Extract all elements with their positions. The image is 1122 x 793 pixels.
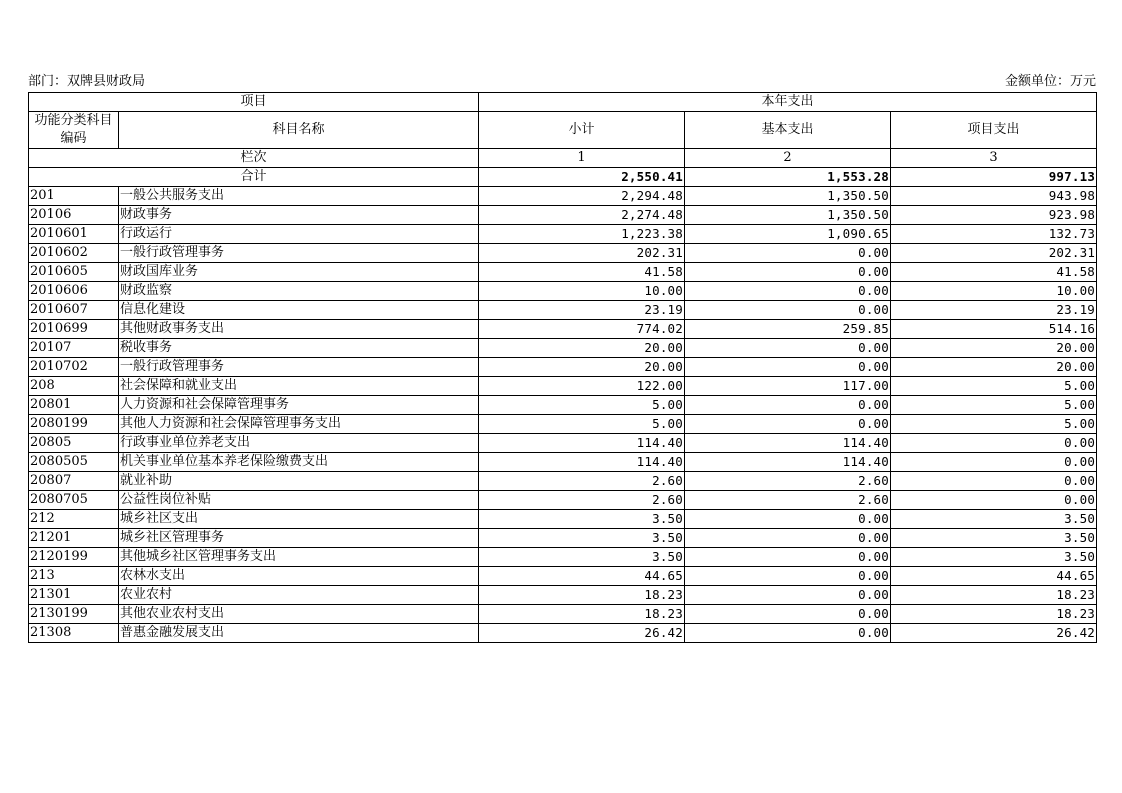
- row-project: 923.98: [891, 206, 1097, 225]
- row-name: 信息化建设: [119, 301, 479, 320]
- row-subtotal: 23.19: [479, 301, 685, 320]
- row-code: 2010702: [29, 358, 119, 377]
- row-name: 机关事业单位基本养老保险缴费支出: [119, 453, 479, 472]
- row-basic: 0.00: [685, 263, 891, 282]
- row-code: 20807: [29, 472, 119, 491]
- row-basic: 2.60: [685, 491, 891, 510]
- index-1: 1: [479, 149, 685, 168]
- table-row: [29, 396, 1097, 415]
- row-basic: 114.40: [685, 434, 891, 453]
- row-name: 普惠金融发展支出: [119, 624, 479, 643]
- row-project: 5.00: [891, 396, 1097, 415]
- row-subtotal: 774.02: [479, 320, 685, 339]
- row-code: 20106: [29, 206, 119, 225]
- table-row: [29, 187, 1097, 206]
- row-basic: 0.00: [685, 624, 891, 643]
- table-row: [29, 605, 1097, 624]
- total-label: 合计: [29, 168, 479, 187]
- row-name: 一般行政管理事务: [119, 358, 479, 377]
- row-name: 城乡社区管理事务: [119, 529, 479, 548]
- row-name: 其他城乡社区管理事务支出: [119, 548, 479, 567]
- row-subtotal: 2,274.48: [479, 206, 685, 225]
- row-project: 0.00: [891, 434, 1097, 453]
- header-group-row: [29, 93, 1097, 112]
- header-basic: 基本支出: [685, 112, 891, 149]
- row-name: 行政运行: [119, 225, 479, 244]
- row-name: 其他农业农村支出: [119, 605, 479, 624]
- row-subtotal: 3.50: [479, 510, 685, 529]
- table-row: [29, 586, 1097, 605]
- row-basic: 0.00: [685, 415, 891, 434]
- table-row: [29, 491, 1097, 510]
- row-code: 2130199: [29, 605, 119, 624]
- table-row: [29, 225, 1097, 244]
- row-name: 公益性岗位补贴: [119, 491, 479, 510]
- table-row: [29, 206, 1097, 225]
- row-project: 23.19: [891, 301, 1097, 320]
- row-project: 26.42: [891, 624, 1097, 643]
- row-name: 财政国库业务: [119, 263, 479, 282]
- row-subtotal: 1,223.38: [479, 225, 685, 244]
- row-basic: 0.00: [685, 282, 891, 301]
- row-basic: 0.00: [685, 529, 891, 548]
- unit-label: 金额单位：万元: [1004, 74, 1096, 89]
- row-code: 2080705: [29, 491, 119, 510]
- row-subtotal: 202.31: [479, 244, 685, 263]
- header-expense-group: 本年支出: [479, 93, 1097, 112]
- index-label: 栏次: [29, 149, 479, 168]
- table-row: [29, 377, 1097, 396]
- row-subtotal: 41.58: [479, 263, 685, 282]
- row-code: 2010699: [29, 320, 119, 339]
- row-subtotal: 3.50: [479, 529, 685, 548]
- row-project: 44.65: [891, 567, 1097, 586]
- header-column-row: [29, 112, 1097, 149]
- header-code: 功能分类科目编码: [29, 112, 119, 149]
- table-row: [29, 453, 1097, 472]
- row-subtotal: 10.00: [479, 282, 685, 301]
- table-row: [29, 510, 1097, 529]
- row-name: 财政事务: [119, 206, 479, 225]
- table-row: [29, 244, 1097, 263]
- row-basic: 0.00: [685, 358, 891, 377]
- row-subtotal: 2.60: [479, 472, 685, 491]
- row-name: 一般行政管理事务: [119, 244, 479, 263]
- row-code: 2010606: [29, 282, 119, 301]
- row-basic: 0.00: [685, 301, 891, 320]
- index-3: 3: [891, 149, 1097, 168]
- table-row: [29, 472, 1097, 491]
- row-subtotal: 44.65: [479, 567, 685, 586]
- header-project-group: 项目: [29, 93, 479, 112]
- row-basic: 1,350.50: [685, 187, 891, 206]
- index-2: 2: [685, 149, 891, 168]
- row-name: 其他财政事务支出: [119, 320, 479, 339]
- row-code: 213: [29, 567, 119, 586]
- row-code: 212: [29, 510, 119, 529]
- row-code: 21201: [29, 529, 119, 548]
- table-row: [29, 529, 1097, 548]
- row-project: 3.50: [891, 510, 1097, 529]
- row-project: 3.50: [891, 548, 1097, 567]
- total-basic: 1,553.28: [685, 168, 891, 187]
- row-name: 农林水支出: [119, 567, 479, 586]
- row-basic: 0.00: [685, 510, 891, 529]
- report-meta: [28, 73, 1096, 91]
- table-row: [29, 567, 1097, 586]
- row-subtotal: 114.40: [479, 434, 685, 453]
- row-subtotal: 18.23: [479, 605, 685, 624]
- row-code: 20107: [29, 339, 119, 358]
- row-project: 41.58: [891, 263, 1097, 282]
- table-row: [29, 320, 1097, 339]
- header-name: 科目名称: [119, 112, 479, 149]
- row-name: 财政监察: [119, 282, 479, 301]
- row-name: 一般公共服务支出: [119, 187, 479, 206]
- row-basic: 2.60: [685, 472, 891, 491]
- row-subtotal: 5.00: [479, 415, 685, 434]
- row-project: 202.31: [891, 244, 1097, 263]
- row-subtotal: 2.60: [479, 491, 685, 510]
- row-code: 21301: [29, 586, 119, 605]
- table-row: [29, 339, 1097, 358]
- row-subtotal: 20.00: [479, 339, 685, 358]
- index-row: [29, 149, 1097, 168]
- row-project: 514.16: [891, 320, 1097, 339]
- row-code: 2010602: [29, 244, 119, 263]
- row-code: 20805: [29, 434, 119, 453]
- row-basic: 259.85: [685, 320, 891, 339]
- row-project: 0.00: [891, 453, 1097, 472]
- row-name: 税收事务: [119, 339, 479, 358]
- row-project: 132.73: [891, 225, 1097, 244]
- row-code: 2010605: [29, 263, 119, 282]
- table-row: [29, 548, 1097, 567]
- table-row: [29, 434, 1097, 453]
- row-subtotal: 122.00: [479, 377, 685, 396]
- row-code: 2120199: [29, 548, 119, 567]
- row-code: 21308: [29, 624, 119, 643]
- row-basic: 0.00: [685, 339, 891, 358]
- row-basic: 117.00: [685, 377, 891, 396]
- row-project: 0.00: [891, 491, 1097, 510]
- total-project: 997.13: [891, 168, 1097, 187]
- row-subtotal: 114.40: [479, 453, 685, 472]
- row-basic: 1,090.65: [685, 225, 891, 244]
- total-row: [29, 168, 1097, 187]
- table-row: [29, 358, 1097, 377]
- row-basic: 114.40: [685, 453, 891, 472]
- row-basic: 0.00: [685, 605, 891, 624]
- table-row: [29, 624, 1097, 643]
- total-subtotal: 2,550.41: [479, 168, 685, 187]
- row-project: 5.00: [891, 415, 1097, 434]
- row-code: 2080199: [29, 415, 119, 434]
- row-name: 城乡社区支出: [119, 510, 479, 529]
- row-code: 20801: [29, 396, 119, 415]
- row-project: 18.23: [891, 586, 1097, 605]
- row-project: 18.23: [891, 605, 1097, 624]
- row-project: 3.50: [891, 529, 1097, 548]
- table-row: [29, 415, 1097, 434]
- header-subtotal: 小计: [479, 112, 685, 149]
- row-project: 5.00: [891, 377, 1097, 396]
- row-subtotal: 2,294.48: [479, 187, 685, 206]
- row-project: 0.00: [891, 472, 1097, 491]
- row-project: 20.00: [891, 339, 1097, 358]
- department-label: 部门：双牌县财政局: [28, 74, 146, 89]
- table-row: [29, 301, 1097, 320]
- row-name: 社会保障和就业支出: [119, 377, 479, 396]
- row-subtotal: 20.00: [479, 358, 685, 377]
- row-subtotal: 5.00: [479, 396, 685, 415]
- header-project: 项目支出: [891, 112, 1097, 149]
- row-subtotal: 26.42: [479, 624, 685, 643]
- row-code: 2010607: [29, 301, 119, 320]
- row-basic: 0.00: [685, 586, 891, 605]
- row-name: 就业补助: [119, 472, 479, 491]
- expenditure-table: [28, 92, 1097, 643]
- row-code: 208: [29, 377, 119, 396]
- row-project: 943.98: [891, 187, 1097, 206]
- row-code: 2010601: [29, 225, 119, 244]
- row-code: 2080505: [29, 453, 119, 472]
- row-name: 行政事业单位养老支出: [119, 434, 479, 453]
- row-project: 10.00: [891, 282, 1097, 301]
- row-subtotal: 3.50: [479, 548, 685, 567]
- row-basic: 0.00: [685, 548, 891, 567]
- row-project: 20.00: [891, 358, 1097, 377]
- row-basic: 0.00: [685, 244, 891, 263]
- row-basic: 1,350.50: [685, 206, 891, 225]
- row-name: 人力资源和社会保障管理事务: [119, 396, 479, 415]
- table-row: [29, 263, 1097, 282]
- row-basic: 0.00: [685, 396, 891, 415]
- row-name: 其他人力资源和社会保障管理事务支出: [119, 415, 479, 434]
- row-name: 农业农村: [119, 586, 479, 605]
- table-row: [29, 282, 1097, 301]
- row-basic: 0.00: [685, 567, 891, 586]
- row-subtotal: 18.23: [479, 586, 685, 605]
- row-code: 201: [29, 187, 119, 206]
